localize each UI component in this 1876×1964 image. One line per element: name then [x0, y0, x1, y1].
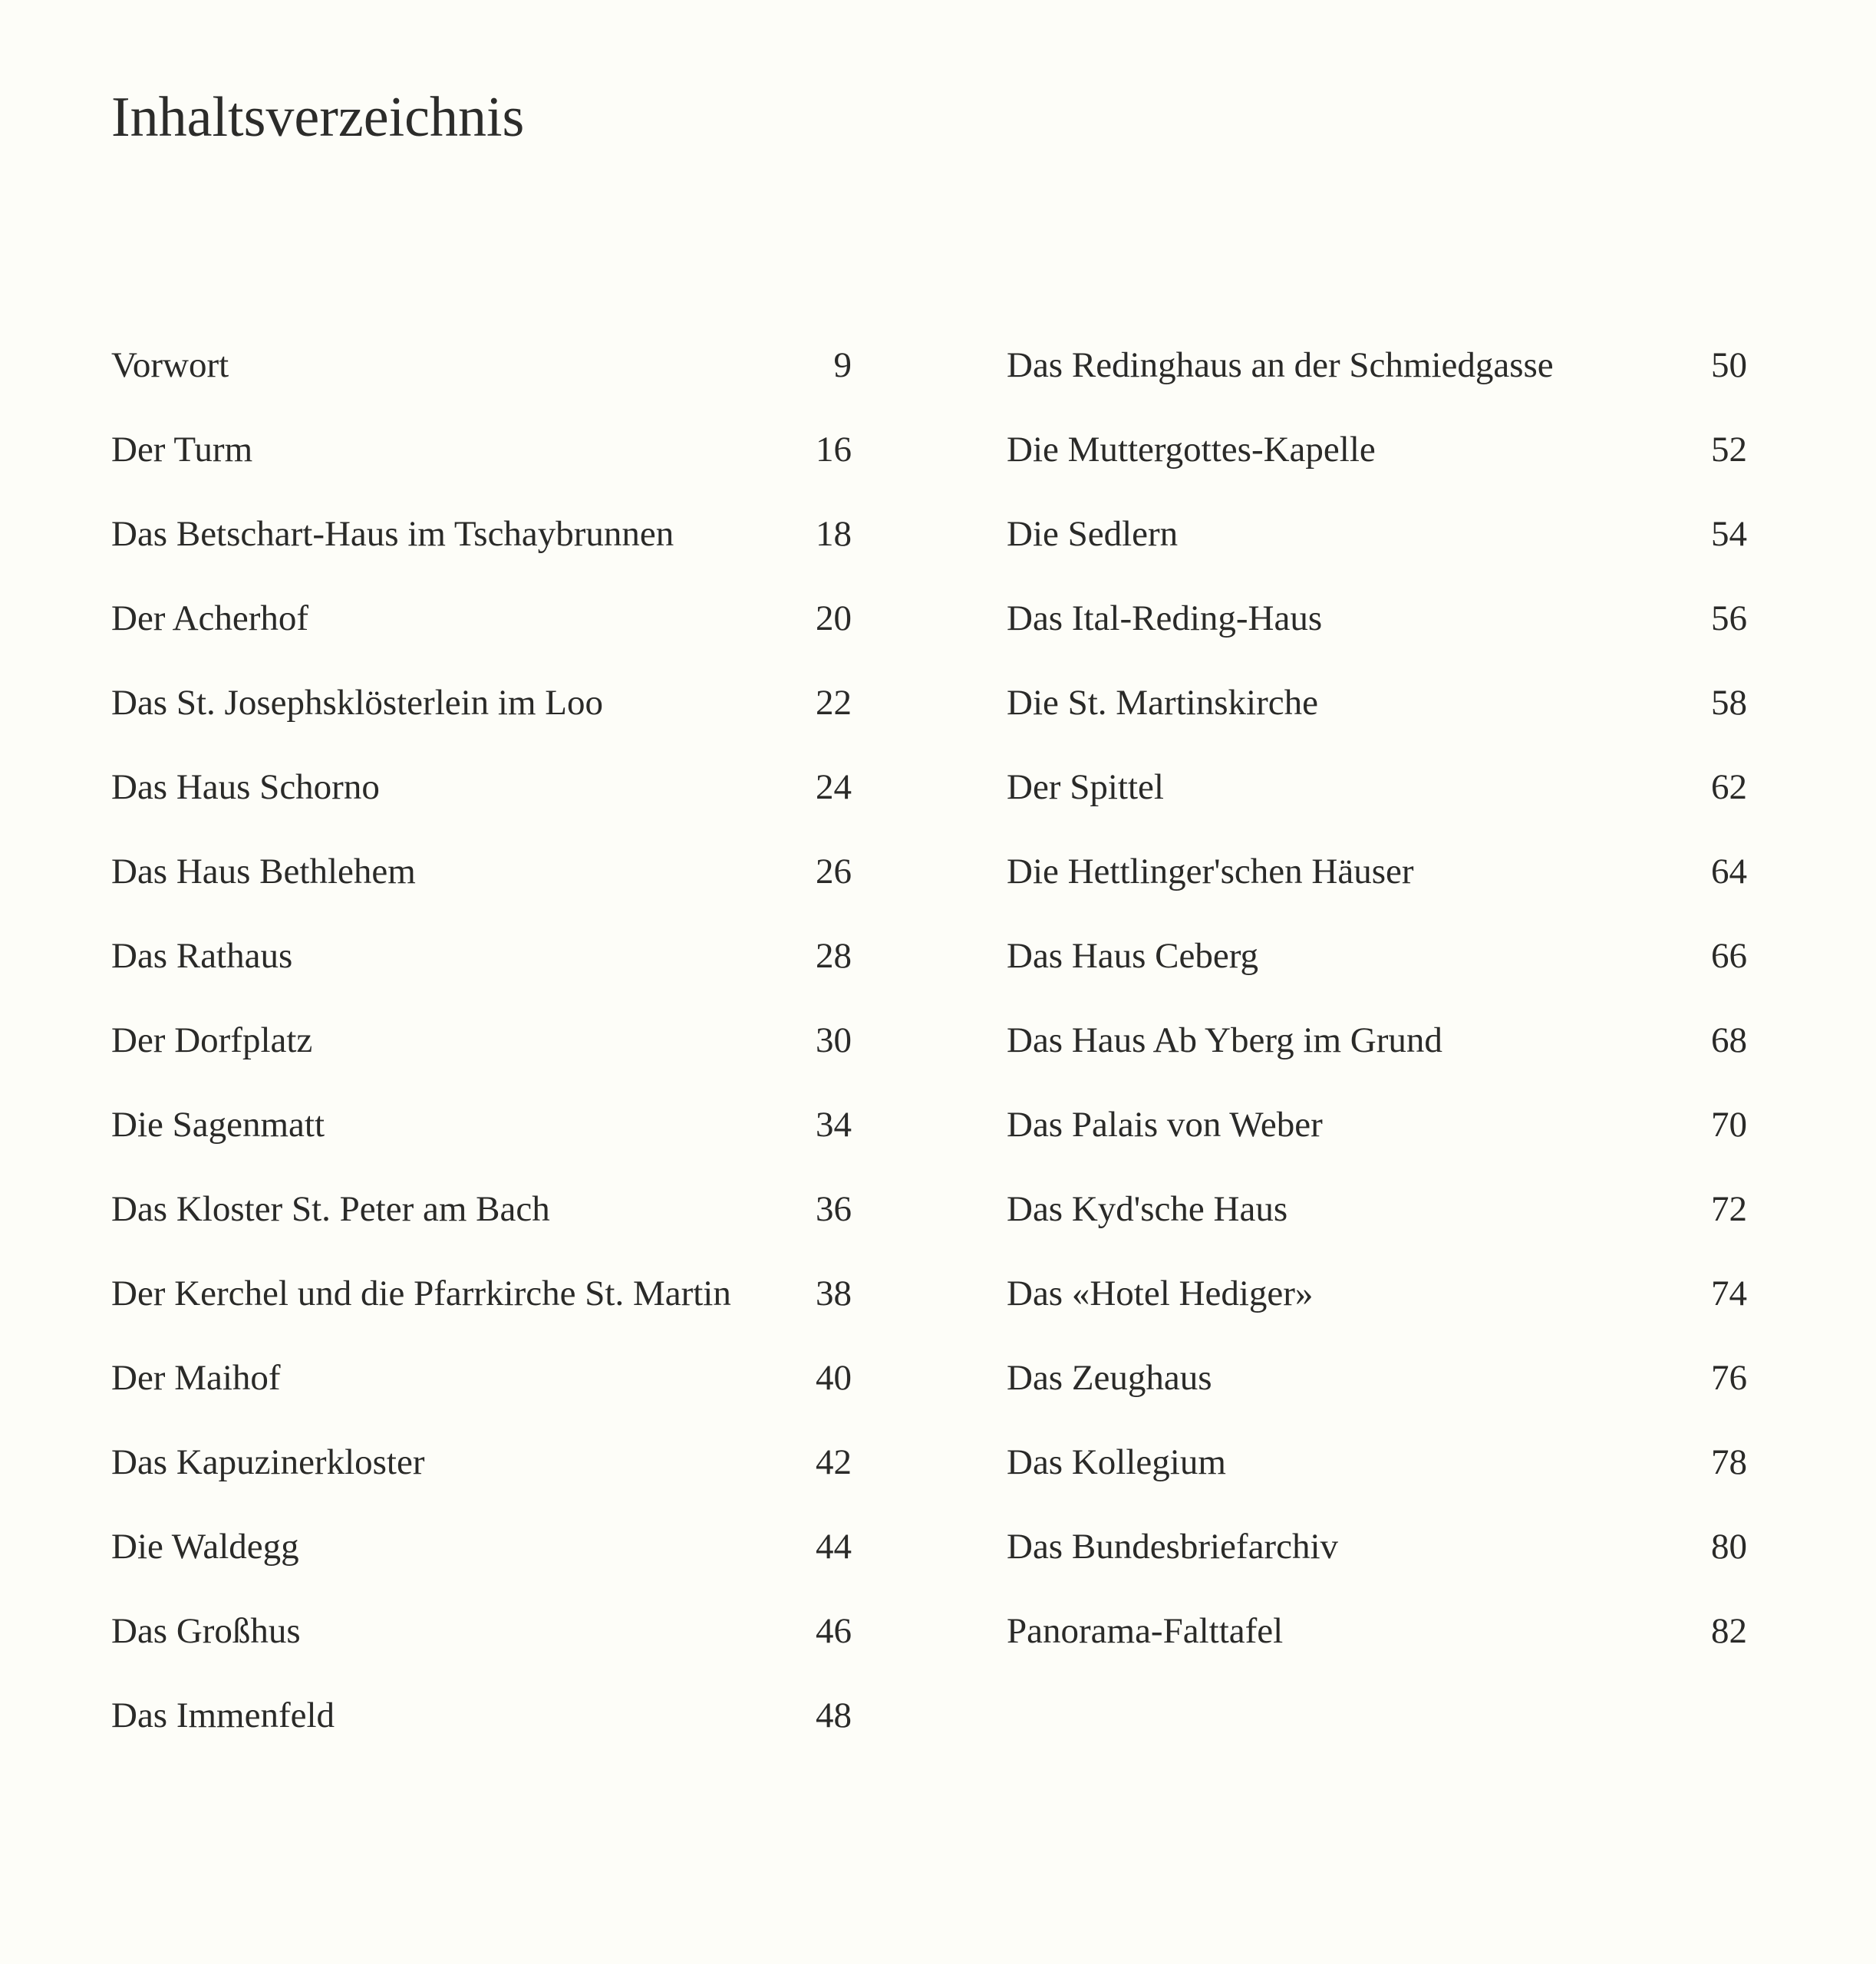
toc-entry [111, 334, 852, 419]
toc-entry-page-number: 58 [1711, 683, 1747, 723]
toc-entry [111, 503, 852, 588]
toc-entry-page-number: 52 [1711, 430, 1747, 470]
toc-entry-page-number: 68 [1711, 1020, 1747, 1060]
toc-entry [1007, 841, 1747, 925]
toc-entry [1007, 588, 1747, 672]
toc-entry-title: Das Bundesbriefarchiv [1007, 1527, 1338, 1567]
page-title: Inhaltsverzeichnis [111, 86, 525, 149]
toc-entry-page-number: 38 [816, 1274, 852, 1313]
toc-entry [111, 1263, 852, 1347]
toc-entry [1007, 1432, 1747, 1516]
toc-entry [1007, 1094, 1747, 1178]
toc-entry [1007, 1347, 1747, 1432]
toc-right-column [1007, 334, 1747, 1685]
toc-entry-title: Vorwort [111, 345, 229, 385]
toc-entry-page-number: 18 [816, 514, 852, 554]
toc-entry-title: Die Hettlinger'schen Häuser [1007, 852, 1414, 891]
toc-entry-title: Das «Hotel Hediger» [1007, 1274, 1314, 1313]
toc-entry-page-number: 66 [1711, 936, 1747, 976]
toc-entry-page-number: 34 [816, 1105, 852, 1145]
toc-entry-title: Das Großhus [111, 1611, 301, 1651]
toc-entry [111, 1600, 852, 1685]
toc-entry [111, 925, 852, 1010]
toc-entry-title: Der Turm [111, 430, 253, 470]
toc-entry-page-number: 36 [816, 1189, 852, 1229]
toc-entry [111, 588, 852, 672]
toc-entry-page-number: 80 [1711, 1527, 1747, 1567]
toc-entry-title: Der Dorfplatz [111, 1020, 313, 1060]
toc-entry-page-number: 28 [816, 936, 852, 976]
toc-entry-title: Das Kollegium [1007, 1442, 1226, 1482]
toc-entry [111, 1516, 852, 1600]
toc-entry-page-number: 40 [816, 1358, 852, 1398]
toc-entry-page-number: 26 [816, 852, 852, 891]
toc-entry-title: Der Kerchel und die Pfarrkirche St. Martin [111, 1274, 731, 1313]
toc-entry-title: Die Sagenmatt [111, 1105, 325, 1145]
toc-entry-page-number: 22 [816, 683, 852, 723]
toc-entry [111, 756, 852, 841]
toc-entry [1007, 1178, 1747, 1263]
toc-entry [1007, 503, 1747, 588]
toc-entry-page-number: 42 [816, 1442, 852, 1482]
toc-entry [111, 1347, 852, 1432]
toc-entry-title: Das Kloster St. Peter am Bach [111, 1189, 550, 1229]
toc-entry-title: Das St. Josephsklösterlein im Loo [111, 683, 603, 723]
toc-entry-page-number: 44 [816, 1527, 852, 1567]
toc-entry [111, 1010, 852, 1094]
toc-entry-page-number: 70 [1711, 1105, 1747, 1145]
toc-entry [1007, 1600, 1747, 1685]
toc-entry-title: Panorama-Falttafel [1007, 1611, 1284, 1651]
toc-entry [1007, 334, 1747, 419]
toc-entry-title: Das Zeughaus [1007, 1358, 1212, 1398]
toc-entry-title: Das Haus Schorno [111, 767, 380, 807]
toc-entry-page-number: 54 [1711, 514, 1747, 554]
toc-entry [111, 1432, 852, 1516]
toc-entry-page-number: 46 [816, 1611, 852, 1651]
toc-entry-title: Das Haus Ab Yberg im Grund [1007, 1020, 1442, 1060]
toc-entry-page-number: 64 [1711, 852, 1747, 891]
toc-entry-title: Das Betschart-Haus im Tschaybrunnen [111, 514, 674, 554]
toc-entry [1007, 1263, 1747, 1347]
toc-entry [1007, 925, 1747, 1010]
toc-entry [111, 1178, 852, 1263]
toc-entry-title: Das Redinghaus an der Schmiedgasse [1007, 345, 1554, 385]
toc-entry-title: Die Muttergottes-Kapelle [1007, 430, 1376, 470]
toc-entry [1007, 672, 1747, 756]
toc-entry-title: Das Rathaus [111, 936, 293, 976]
toc-entry-page-number: 48 [816, 1695, 852, 1735]
toc-entry-title: Die Sedlern [1007, 514, 1179, 554]
toc-entry-page-number: 24 [816, 767, 852, 807]
toc-entry [1007, 756, 1747, 841]
toc-entry-page-number: 76 [1711, 1358, 1747, 1398]
toc-entry-page-number: 72 [1711, 1189, 1747, 1229]
toc-entry [111, 419, 852, 503]
toc-entry-title: Der Acherhof [111, 598, 309, 638]
toc-entry [111, 841, 852, 925]
toc-entry-title: Das Immenfeld [111, 1695, 335, 1735]
toc-entry [1007, 419, 1747, 503]
toc-entry-title: Das Haus Bethlehem [111, 852, 416, 891]
toc-entry-title: Die Waldegg [111, 1527, 299, 1567]
toc-entry [111, 1685, 852, 1769]
toc-left-column [111, 334, 852, 1769]
toc-entry-title: Der Spittel [1007, 767, 1164, 807]
toc-entry-title: Das Haus Ceberg [1007, 936, 1259, 976]
toc-entry [111, 1094, 852, 1178]
toc-entry-title: Das Palais von Weber [1007, 1105, 1323, 1145]
toc-entry [1007, 1010, 1747, 1094]
toc-entry-page-number: 16 [816, 430, 852, 470]
toc-entry-page-number: 62 [1711, 767, 1747, 807]
toc-entry-title: Das Ital-Reding-Haus [1007, 598, 1323, 638]
toc-entry-title: Das Kapuzinerkloster [111, 1442, 425, 1482]
toc-entry-page-number: 30 [816, 1020, 852, 1060]
toc-entry-title: Der Maihof [111, 1358, 281, 1398]
toc-entry-page-number: 50 [1711, 345, 1747, 385]
toc-entry-page-number: 78 [1711, 1442, 1747, 1482]
toc-entry-title: Das Kyd'sche Haus [1007, 1189, 1288, 1229]
toc-entry-page-number: 74 [1711, 1274, 1747, 1313]
toc-entry [111, 672, 852, 756]
toc-entry-page-number: 20 [816, 598, 852, 638]
toc-entry-page-number: 9 [833, 345, 852, 385]
toc-entry-page-number: 56 [1711, 598, 1747, 638]
toc-entry-page-number: 82 [1711, 1611, 1747, 1651]
toc-entry-title: Die St. Martinskirche [1007, 683, 1318, 723]
toc-entry [1007, 1516, 1747, 1600]
